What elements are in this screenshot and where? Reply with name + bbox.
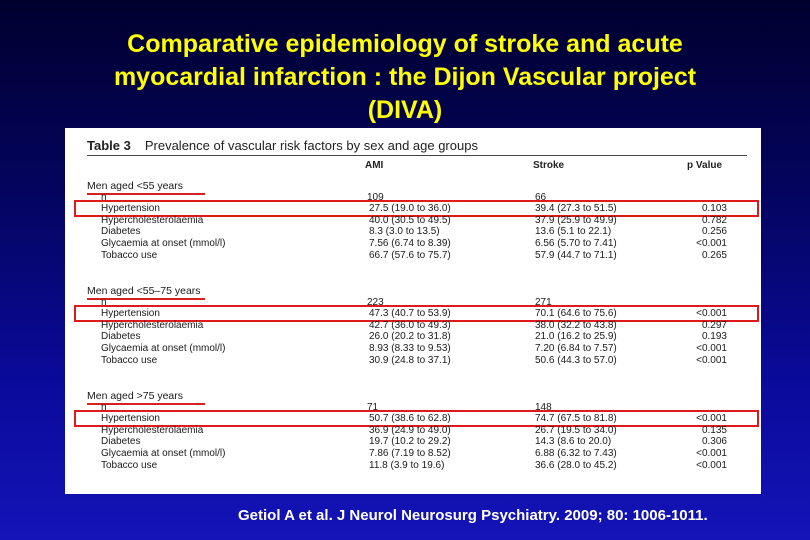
cell-stroke: 6.88 (6.32 to 7.43) <box>535 448 617 459</box>
n-label: n <box>101 191 107 203</box>
cell-p-value: 0.103 <box>701 203 727 215</box>
group-label: Men aged <55–75 years <box>87 285 201 297</box>
header-rule <box>87 155 747 156</box>
cell-p-value: 0.193 <box>701 331 727 343</box>
cell-ami: 26.0 (20.2 to 31.8) <box>369 331 451 343</box>
cell-p-value: 0.135 <box>701 424 727 436</box>
cell-p-value: <0.001 <box>696 238 727 249</box>
cell-ami: 50.7 (38.6 to 62.8) <box>369 413 451 425</box>
table-image <box>65 128 761 494</box>
cell-stroke: 14.3 (8.6 to 20.0) <box>535 436 612 448</box>
cell-ami: 19.7 (10.2 to 29.2) <box>369 436 451 448</box>
row-label: Tobacco use <box>101 354 158 366</box>
title-line-2: myocardial infarction : the Dijon Vascular project <box>113 63 697 91</box>
row-label: Diabetes <box>101 436 141 448</box>
cell-stroke: 74.7 (67.5 to 81.8) <box>535 413 617 425</box>
cell-ami: 40.0 (30.5 to 49.5) <box>369 214 451 226</box>
row-label: Hypercholesterolaemia <box>101 424 204 436</box>
cell-ami: 47.3 (40.7 to 53.9) <box>369 308 451 320</box>
cell-p-value: <0.001 <box>696 343 727 354</box>
cell-ami: 11.8 (3.9 to 19.6) <box>369 459 445 471</box>
row-label: Hypercholesterolaemia <box>101 214 204 226</box>
cell-p-value: 0.782 <box>701 214 727 226</box>
row-label: Glycaemia at onset (mmol/l) <box>101 238 226 249</box>
n-label: n <box>101 296 107 308</box>
cell-ami: 7.86 (7.19 to 8.52) <box>369 448 451 459</box>
title-line-3: (DIVA) <box>367 96 443 124</box>
n-ami: 223 <box>367 296 384 308</box>
slide-title <box>0 28 810 127</box>
table-caption <box>87 138 478 153</box>
cell-ami: 36.9 (24.9 to 49.0) <box>369 424 451 436</box>
cell-stroke: 50.6 (44.3 to 57.0) <box>535 354 617 366</box>
table-number: Table 3 <box>87 138 131 153</box>
row-label: Tobacco use <box>101 459 158 471</box>
cell-p-value: 0.297 <box>701 319 727 331</box>
cell-stroke: 21.0 (16.2 to 25.9) <box>535 331 617 343</box>
cell-stroke: 37.9 (25.9 to 49.9) <box>535 214 617 226</box>
cell-p-value: <0.001 <box>696 413 727 425</box>
cell-stroke: 7.20 (6.84 to 7.57) <box>535 343 617 354</box>
column-header-p-value: p Value <box>687 160 723 171</box>
row-label: Tobacco use <box>101 249 158 261</box>
n-label: n <box>101 401 107 413</box>
cell-p-value: 0.306 <box>701 436 727 448</box>
cell-ami: 8.3 (3.0 to 13.5) <box>369 226 440 238</box>
column-header-stroke: Stroke <box>533 160 565 171</box>
cell-p-value: <0.001 <box>696 448 727 459</box>
row-label: Diabetes <box>101 331 141 343</box>
row-label: Hypertension <box>101 203 160 215</box>
n-ami: 109 <box>367 191 384 203</box>
cell-p-value: <0.001 <box>696 459 727 471</box>
cell-ami: 7.56 (6.74 to 8.39) <box>369 238 451 249</box>
cell-p-value: 0.265 <box>701 249 727 261</box>
row-label: Hypertension <box>101 308 160 320</box>
cell-ami: 66.7 (57.6 to 75.7) <box>369 249 451 261</box>
cell-ami: 27.5 (19.0 to 36.0) <box>369 203 451 215</box>
cell-stroke: 36.6 (28.0 to 45.2) <box>535 459 617 471</box>
n-stroke: 271 <box>535 296 552 308</box>
row-label: Glycaemia at onset (mmol/l) <box>101 448 226 459</box>
title-line-1: Comparative epidemiology of stroke and acute <box>127 30 683 58</box>
row-label: Diabetes <box>101 226 141 238</box>
column-header-ami: AMI <box>365 160 384 171</box>
cell-stroke: 57.9 (44.7 to 71.1) <box>535 249 617 261</box>
row-label: Hypercholesterolaemia <box>101 319 204 331</box>
cell-stroke: 39.4 (27.3 to 51.5) <box>535 203 617 215</box>
cell-stroke: 70.1 (64.6 to 75.6) <box>535 308 617 320</box>
group-label: Men aged <55 years <box>87 180 184 192</box>
n-stroke: 66 <box>535 191 547 203</box>
citation: Getiol A et al. J Neurol Neurosurg Psychiatry. 2009; 80: 1006-1011. <box>238 507 708 524</box>
cell-stroke: 13.6 (5.1 to 22.1) <box>535 226 612 238</box>
table-caption-text: Prevalence of vascular risk factors by sex and age groups <box>144 138 478 153</box>
cell-ami: 42.7 (36.0 to 49.3) <box>369 319 451 331</box>
n-ami: 71 <box>367 401 379 413</box>
row-label: Hypertension <box>101 413 160 425</box>
n-stroke: 148 <box>535 401 552 413</box>
cell-stroke: 6.56 (5.70 to 7.41) <box>535 238 617 249</box>
cell-p-value: <0.001 <box>696 308 727 320</box>
cell-p-value: 0.256 <box>701 226 727 238</box>
cell-p-value: <0.001 <box>696 354 727 366</box>
row-label: Glycaemia at onset (mmol/l) <box>101 343 226 354</box>
cell-stroke: 38.0 (32.2 to 43.8) <box>535 319 617 331</box>
cell-stroke: 26.7 (19.5 to 34.0) <box>535 424 617 436</box>
group-label: Men aged >75 years <box>87 390 184 402</box>
cell-ami: 8.93 (8.33 to 9.53) <box>369 343 451 354</box>
cell-ami: 30.9 (24.8 to 37.1) <box>369 354 451 366</box>
